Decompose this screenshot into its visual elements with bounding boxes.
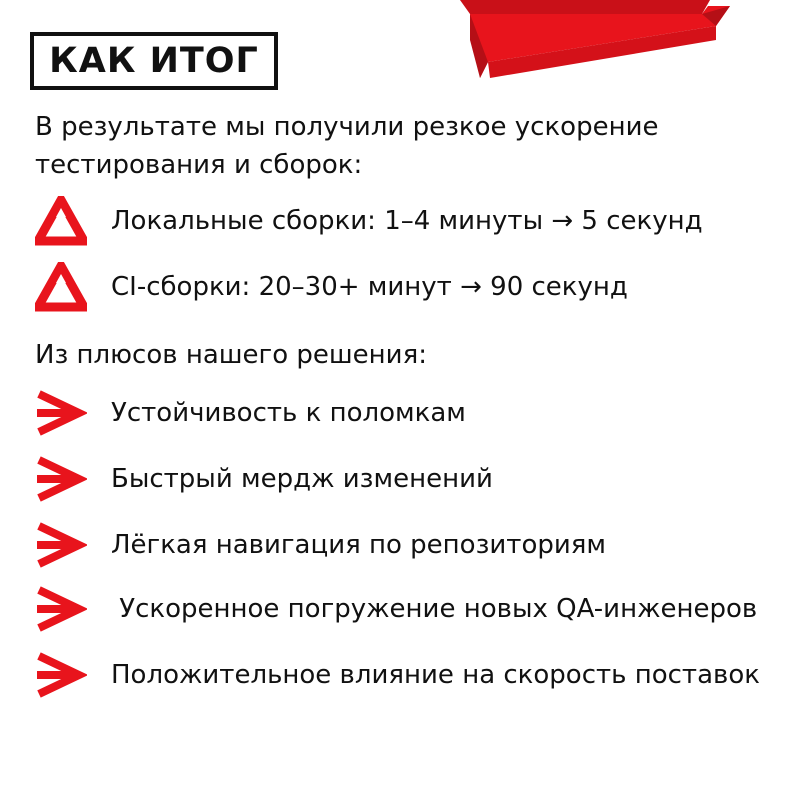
benefit-label: Устойчивость к поломкам	[111, 398, 466, 428]
red-triangle-icon	[35, 196, 87, 246]
list-item-result-1	[35, 196, 703, 246]
result-label: CI-сборки: 20–30+ минут → 90 секунд	[111, 272, 628, 302]
result-label: Локальные сборки: 1–4 минуты → 5 секунд	[111, 206, 703, 236]
red-arrow-icon	[35, 520, 87, 570]
list-item-benefit-4	[35, 584, 757, 634]
red-arrow-icon	[35, 584, 87, 634]
red-triangle-icon	[35, 262, 87, 312]
list-item-result-2	[35, 262, 628, 312]
red-arrow-icon	[35, 454, 87, 504]
decorative-red-block	[440, 0, 730, 90]
list-item-benefit-3	[35, 520, 606, 570]
benefit-label: Быстрый мердж изменений	[111, 464, 493, 494]
intro-text: В результате мы получили резкое ускорение тестирования и сборок:	[35, 112, 659, 180]
list-item-benefit-2	[35, 454, 493, 504]
list-item-benefit-1	[35, 388, 466, 438]
benefit-label: Положительное влияние на скорость поставок	[111, 660, 760, 690]
red-arrow-icon	[35, 650, 87, 700]
page-title: КАК ИТОГ	[49, 41, 259, 81]
benefit-label: Лёгкая навигация по репозиториям	[111, 530, 607, 560]
title-box	[30, 32, 278, 90]
benefits-heading: Из плюсов нашего решения:	[35, 340, 427, 370]
list-item-benefit-5	[35, 650, 760, 700]
red-arrow-icon	[35, 388, 87, 438]
benefit-label: Ускоренное погружение новых QA-инженеров	[111, 594, 758, 624]
